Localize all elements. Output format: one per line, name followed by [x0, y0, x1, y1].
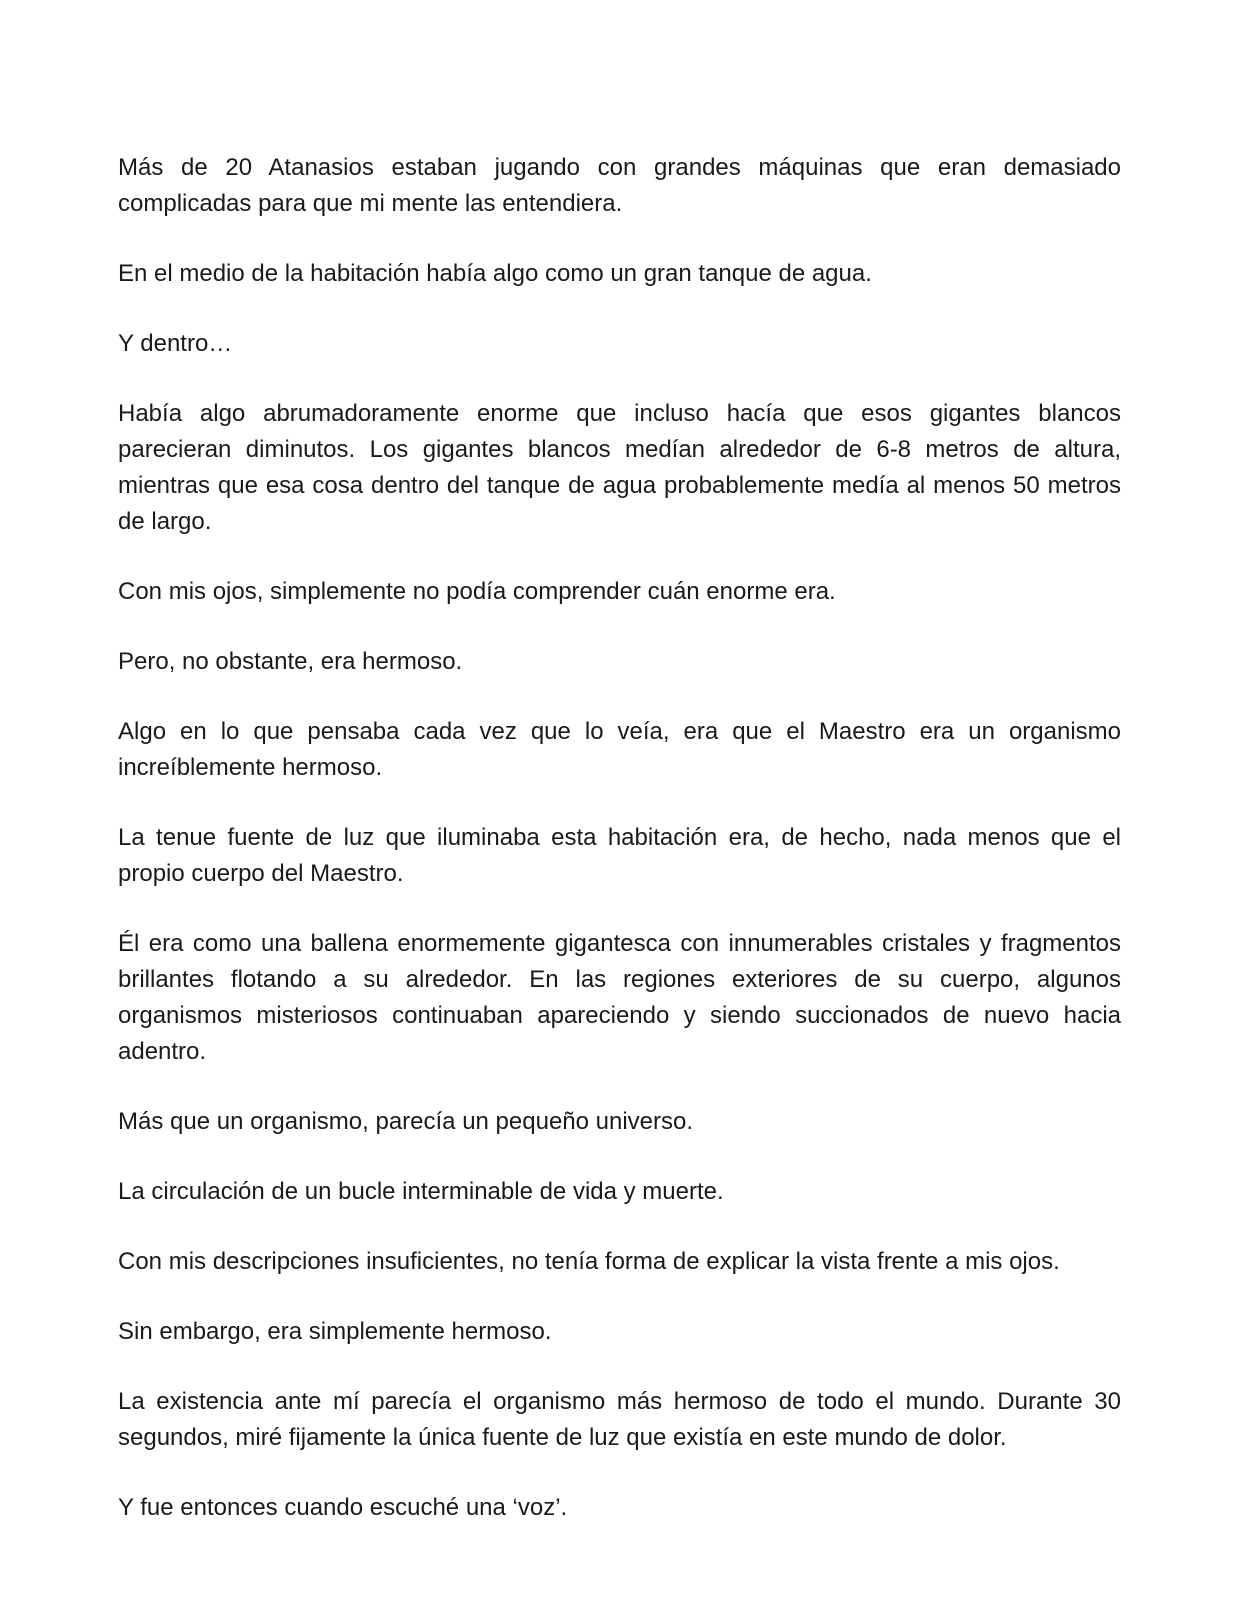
paragraph-14: La existencia ante mí parecía el organismo más hermoso de todo el mundo. Durante 30 segundos, miré fijamente la única fuente de luz que existía en este mundo de dolor.: [118, 1388, 1121, 1451]
paragraph-7: Algo en lo que pensaba cada vez que lo veía, era que el Maestro era un organismo increíblemente hermoso.: [118, 718, 1121, 781]
paragraph-15: Y fue entonces cuando escuché una ‘voz’.: [118, 1494, 568, 1521]
paragraph-2: En el medio de la habitación había algo como un gran tanque de agua.: [118, 260, 872, 287]
paragraph-12: Con mis descripciones insuficientes, no tenía forma de explicar la vista frente a mis ojos.: [118, 1248, 1060, 1275]
paragraph-3: Y dentro…: [118, 330, 233, 357]
paragraph-9: Él era como una ballena enormemente gigantesca con innumerables cristales y fragmentos brillantes flotando a su alrededor. En las regiones exteriores de su cuerpo, algunos organismos misteriosos continuaban apareciendo y siendo succionados de nuevo hacia adentro.: [118, 930, 1121, 1065]
paragraph-13: Sin embargo, era simplemente hermoso.: [118, 1318, 552, 1345]
paragraph-6: Pero, no obstante, era hermoso.: [118, 648, 463, 675]
paragraph-8: La tenue fuente de luz que iluminaba esta habitación era, de hecho, nada menos que el propio cuerpo del Maestro.: [118, 824, 1121, 887]
paragraph-4: Había algo abrumadoramente enorme que incluso hacía que esos gigantes blancos parecieran diminutos. Los gigantes blancos medían alrededor de 6-8 metros de altura, mientras que esa cosa dentro del tanque de agua probablemente medía al menos 50 metros de largo.: [118, 400, 1121, 535]
document-body: [118, 150, 1121, 1526]
paragraph-10: Más que un organismo, parecía un pequeño universo.: [118, 1108, 694, 1135]
paragraph-5: Con mis ojos, simplemente no podía comprender cuán enorme era.: [118, 578, 836, 605]
paragraph-1: Más de 20 Atanasios estaban jugando con grandes máquinas que eran demasiado complicadas para que mi mente las entendiera.: [118, 154, 1121, 217]
paragraph-11: La circulación de un bucle interminable de vida y muerte.: [118, 1178, 724, 1205]
